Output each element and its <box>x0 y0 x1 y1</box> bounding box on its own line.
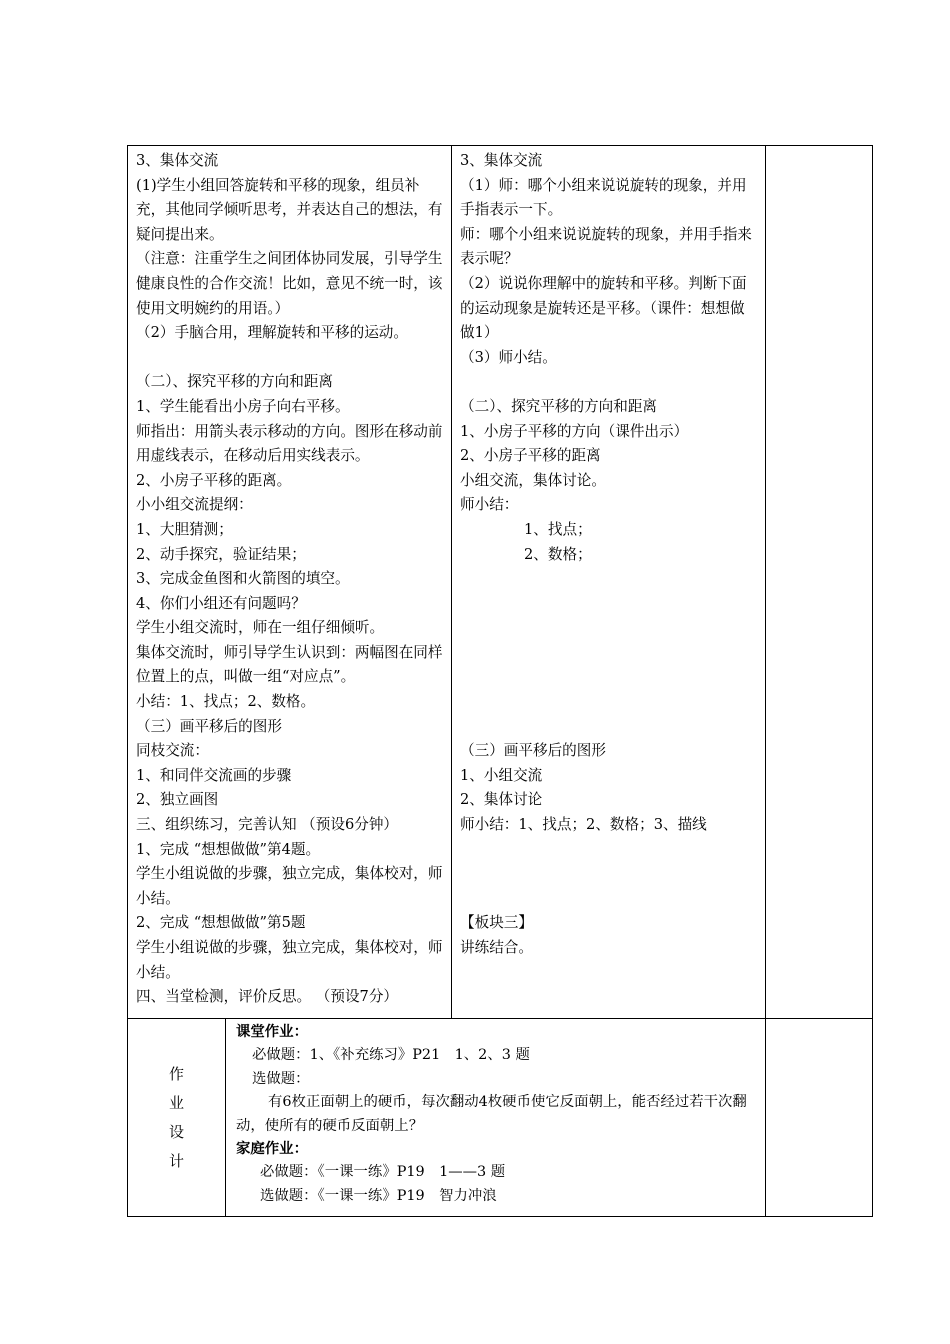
class-optional-label: 选做题： <box>252 1070 310 1087</box>
teacher-activity-text <box>452 146 765 965</box>
text-line: （3）师小结。 <box>460 348 557 366</box>
homework-label <box>167 1060 187 1176</box>
text-line: （三）画平移后的图形 <box>460 742 606 760</box>
homework-content-cell <box>226 1019 766 1217</box>
text-line: 1、完成 “想想做做”第4题。 <box>136 840 321 858</box>
home-required: 必做题：《一课一练》P19 1——3 题 <box>260 1164 506 1181</box>
class-required: 必做题：1、《补充练习》P21 1、2、3 题 <box>252 1047 530 1064</box>
text-line: 2、数格； <box>524 545 592 563</box>
homework-label-cell <box>128 1019 226 1217</box>
text-line: 学生小组说做的步骤，独立完成，集体校对，师小结。 <box>136 865 443 907</box>
homework-content <box>226 1019 765 1210</box>
text-line: （二）、探究平移的方向和距离 <box>460 397 658 415</box>
text-line: （二）、探究平移的方向和距离 <box>136 373 334 391</box>
text-line: 4、你们小组还有问题吗？ <box>136 594 306 612</box>
text-line: 师指出：用箭头表示移动的方向。图形在移动前用虚线表示，在移动后用实线表示。 <box>136 422 443 465</box>
text-line: 四、当堂检测，评价反思。 （预设7分） <box>136 988 399 1006</box>
text-line: （2）说说你理解中的旋转和平移。判断下面的运动现象是旋转还是平移。（课件：想想做做1） <box>460 274 747 342</box>
text-line: 三、组织练习，完善认知 （预设6分钟） <box>136 816 399 834</box>
label-char: 业 <box>168 1093 184 1112</box>
lesson-table <box>127 145 873 1217</box>
student-activity-text <box>128 146 451 1014</box>
text-line: 2、动手探究，验证结果； <box>136 545 306 563</box>
content-row <box>128 146 873 1019</box>
text-line: 2、完成 “想想做做”第5题 <box>136 914 306 932</box>
text-line: （2）手脑合用，理解旋转和平移的运动。 <box>136 324 408 342</box>
homework-notes-cell <box>766 1019 873 1217</box>
label-char: 作 <box>168 1064 184 1083</box>
text-line: 讲练结合。 <box>460 939 533 956</box>
text-line: 1、小组交流 <box>460 766 543 784</box>
text-line: 1、大胆猜测； <box>136 520 233 538</box>
lesson-plan-page <box>127 145 872 1217</box>
notes-cell <box>766 146 873 1019</box>
text-line: 同枝交流： <box>136 742 209 760</box>
text-line: 集体交流时，师引导学生认识到：两幅图在同样位置上的点，叫做一组“对应点”。 <box>136 643 443 686</box>
text-line: 2、独立画图 <box>136 791 219 809</box>
label-char: 设 <box>168 1122 184 1141</box>
text-line: 2、集体讨论 <box>460 791 543 809</box>
home-homework-title: 家庭作业： <box>236 1141 308 1158</box>
text-line <box>136 346 445 371</box>
label-char: 计 <box>168 1151 184 1170</box>
text-line: （1）师：哪个小组来说说旋转的现象，并用手指表示一下。 <box>460 176 747 219</box>
class-optional-text: 有6枚正面朝上的硬币，每次翻动4枚硬币使它反面朝上，能否经过若干次翻动，使所有的硬币反面朝上？ <box>236 1094 747 1134</box>
text-line: 1、学生能看出小房子向右平移。 <box>136 397 350 415</box>
text-line: 3、集体交流 <box>460 152 543 169</box>
text-line: 师小结： <box>460 496 519 514</box>
text-line: （三）画平移后的图形 <box>136 717 282 735</box>
text-line: 师小结：1、找点；2、数格；3、描线 <box>460 816 707 834</box>
home-optional: 选做题：《一课一练》P19 智力冲浪 <box>260 1187 497 1204</box>
class-homework-title: 课堂作业： <box>236 1024 308 1040</box>
student-activity-cell <box>128 146 452 1019</box>
text-line: 学生小组交流时，师在一组仔细倾听。 <box>136 619 385 637</box>
text-line: 小组交流，集体讨论。 <box>460 471 606 489</box>
text-line: 3、完成金鱼图和火箭图的填空。 <box>136 570 350 588</box>
text-line: 【板块三】 <box>460 914 533 932</box>
text-line: 1、找点； <box>524 520 592 538</box>
text-line: （注意：注重学生之间团体协同发展，引导学生健康良性的合作交流！比如，意见不统一时，该使用文明婉约的用语。） <box>136 250 443 317</box>
text-line: 1、小房子平移的方向（课件出示） <box>460 422 689 440</box>
text-line: 学生小组说做的步骤，独立完成，集体校对，师小结。 <box>136 939 443 981</box>
text-line: 1、和同伴交流画的步骤 <box>136 766 292 784</box>
text-line: 2、小房子平移的距离。 <box>136 471 292 489</box>
text-line: (1)学生小组回答旋转和平移的现象，组员补充，其他同学倾听思考，并表达自己的想法，有疑问提出来。 <box>136 176 443 243</box>
text-line: 2、小房子平移的距离 <box>460 447 601 465</box>
text-line: 师：哪个小组来说说旋转的现象，并用手指来表示呢？ <box>460 225 752 268</box>
teacher-activity-cell <box>452 146 766 1019</box>
homework-row <box>128 1019 873 1217</box>
text-line: 小结：1、找点；2、数格。 <box>136 693 316 711</box>
text-line: 小小组交流提纲： <box>136 496 253 514</box>
text-line: 3、集体交流 <box>136 152 219 169</box>
